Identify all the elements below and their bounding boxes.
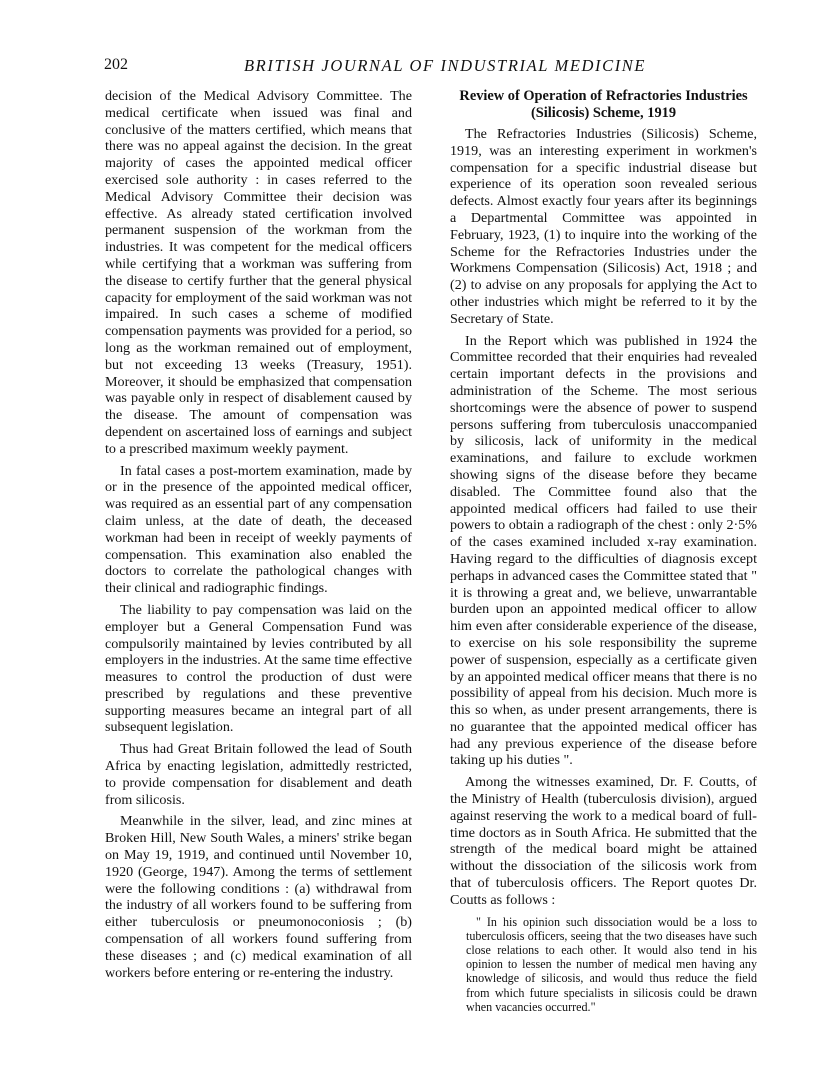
- quote-text: " In his opinion such dissociation would be a loss to tuberculosis officers, seeing that the two diseases have such close relations to each other. It would also tend in his opinion to lessen the number of medical men having any knowledge of silicosis, and would thus reduce the field from which future specialists in silicosis could be drawn when vacancies occurred.": [466, 914, 757, 1014]
- paragraph: Meanwhile in the silver, lead, and zinc mines at Broken Hill, New South Wales, a miners' strike began on May 19, 1919, and continued until November 10, 1920 (George, 1947). Among the terms of settlement were the following conditions : (a) withdrawal from the industry of all workers found to be suffering from either tuberculosis or pneumonoconiosis ; (b) compensation of all workers found suffering from these diseases ; and (c) medical examination of all workers before entering or re-entering the industry.: [105, 813, 412, 981]
- block-quote: [466, 915, 757, 1014]
- paragraph: The Refractories Industries (Silicosis) Scheme, 1919, was an interesting experiment in workmen's compensation for a specific industrial disease but experience of its operation soon revealed serious defects. Almost exactly four years after its beginnings a Departmental Committee was appointed in February, 1923, (1) to inquire into the working of the Scheme for the Refractories Industries under the Workmens Compensation (Silicosis) Act, 1918 ; and (2) to advise on any proposals for applying the Act to other industries which might be referred to it by the Secretary of State.: [450, 126, 757, 327]
- page-number: 202: [104, 56, 128, 73]
- paragraph: decision of the Medical Advisory Committee. The medical certificate when issued was final and conclusive of the matters certified, which means that there was no appeal against the decision. In the great majority of cases the appointed medical officer exercised sole authority : in cases referred to the Medical Advisory Committee their decision was effective. As already stated certification involved permanent suspension of the workman from the industries. It was competent for the medical officers while certifying that a workman was suffering from the disease to certify further that the general physical capacity for employment of the said workman was not impaired. In such cases a scheme of modified compensation payments was provided for a period, so long as the workman remained out of employment, but not exceeding 13 weeks (Treasury, 1951). Moreover, it should be emphasized that compensation was payable only in respect of disablement caused by the disease. The amount of compensation was dependent on ascertained loss of earnings and subject to a prescribed maximum weekly payment.: [105, 88, 412, 457]
- paragraph: Thus had Great Britain followed the lead of South Africa by enacting legislation, admittedly restricted, to provide compensation for disablement and death from silicosis.: [105, 741, 412, 808]
- paragraph: In fatal cases a post-mortem examination, made by or in the presence of the appointed medical officer, was required as an essential part of any compensation claim unless, at the date of death, the deceased workman had been in receipt of weekly payments of compensation. This examination also enabled the doctors to correlate the pathological changes with their clinical and radiographic findings.: [105, 462, 412, 597]
- section-heading: Review of Operation of Refractories Industries (Silicosis) Scheme, 1919: [459, 88, 748, 121]
- paragraph: Among the witnesses examined, Dr. F. Coutts, of the Ministry of Health (tuberculosis division), argued against reserving the work to a medical board of full-time doctors as in South Africa. He submitted that the strength of the medical board might be attained without the dissociation of the silicosis work from that of tuberculosis officers. The Report quotes Dr. Coutts as follows :: [450, 774, 757, 908]
- journal-title: BRITISH JOURNAL OF INDUSTRIAL MEDICINE: [244, 56, 647, 75]
- paragraph: In the Report which was published in 1924 the Committee recorded that their enquiries had revealed certain important defects in the provisions and administration of the Scheme. The most serious shortcomings were the absence of power to suspend persons suffering from tuberculosis unaccompanied by silicosis, lack of uniformity in the medical examinations, and failure to exclude workmen showing signs of the disease before they became disabled. The Committee found also that the appointed medical officers had failed to use their powers to obtain a radiograph of the chest : only 2·5% of the cases examined included x-ray examination. Having regard to the difficulties of diagnosis except perhaps in advanced cases the Committee stated that " it is throwing a great and, we believe, unwarrantable burden upon an appointed medical officer to allow him even after considerable experience of the disease, to exercise on his sole responsibility the supreme power of suspension, especially as a certificate given by an appointed medical officer means that there is no possibility of appeal from his decision. Much more is this so when, as under present arrangements, there is no guarantee that the appointed medical officer has had any previous experience of the disease before taking up his duties ".: [450, 332, 757, 769]
- left-column: [105, 88, 412, 986]
- paragraph: The liability to pay compensation was laid on the employer but a General Compensation Fund was compulsorily maintained by levies contributed by all employers in the industries. At the same time effective measures to control the production of dust were prescribed by regulations and these preventive supporting measures became an integral part of all subsequent legislation.: [105, 601, 412, 736]
- running-header: [104, 56, 764, 78]
- right-column: [450, 88, 757, 1014]
